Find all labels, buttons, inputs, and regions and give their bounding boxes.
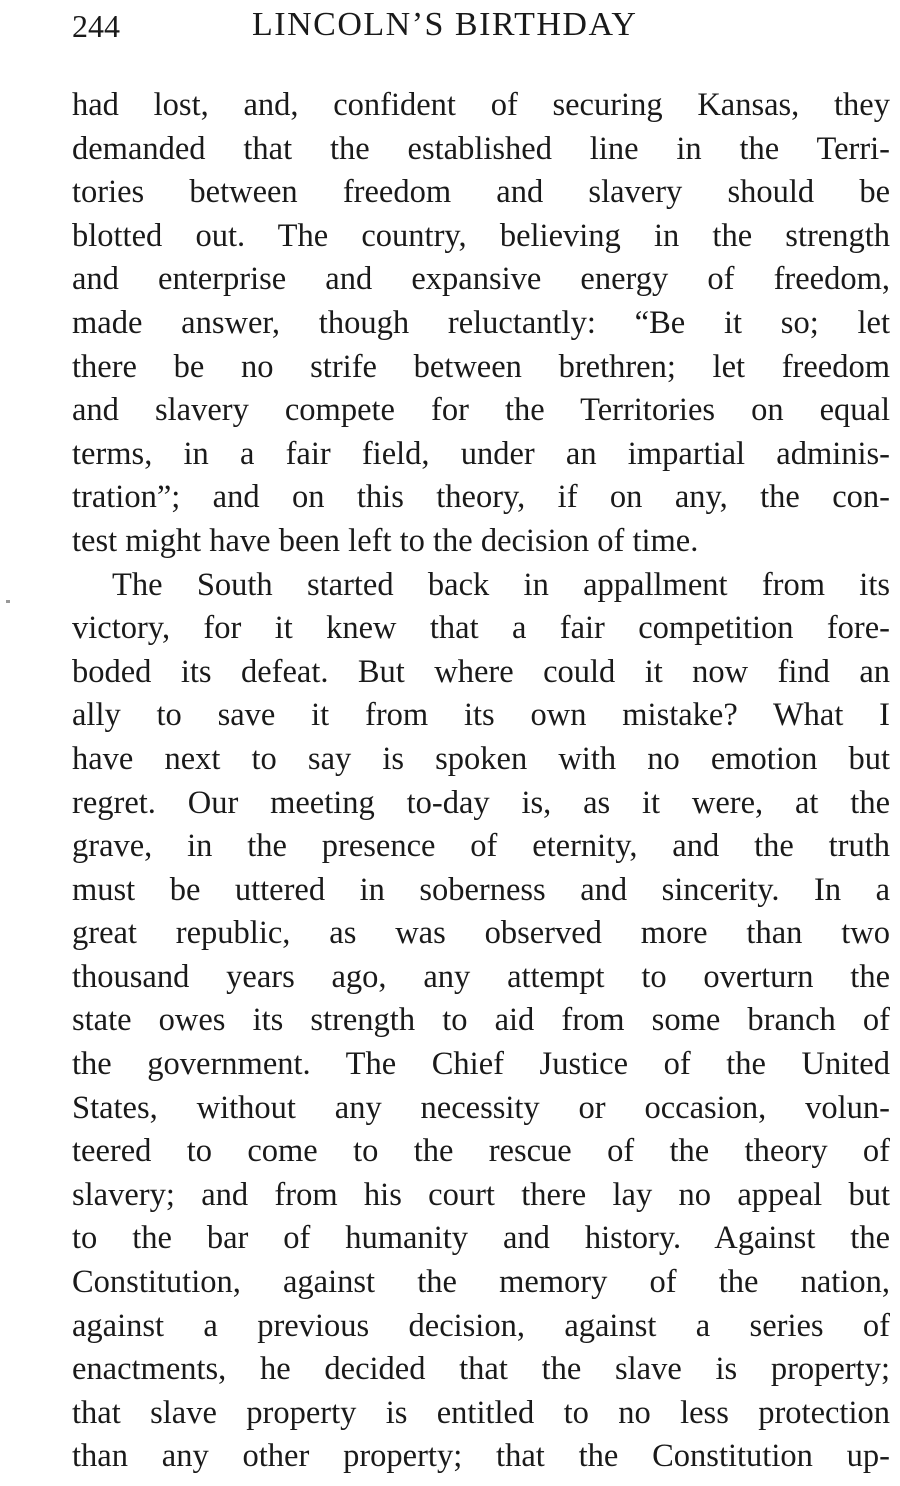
text-line: grave, in the presence of eternity, and the truth — [72, 828, 890, 865]
text-line: blotted out. The country, believing in the strength — [72, 217, 890, 254]
text-line: great republic, as was observed more than two — [72, 915, 890, 952]
text-line: there be no strife between brethren; let freedom — [72, 348, 890, 385]
text-line: and enterprise and expansive energy of freedom, — [72, 261, 890, 298]
text-line: States, without any necessity or occasion, volun- — [72, 1089, 890, 1126]
text-line: test might have been left to the decision of time. — [72, 522, 699, 559]
text-line: ally to save it from its own mistake? What I — [72, 697, 890, 734]
scan-speck — [6, 600, 10, 603]
body-text — [72, 84, 890, 1479]
text-line: than any other property; that the Constitution up- — [72, 1438, 890, 1475]
running-head — [0, 4, 900, 48]
text-line: against a previous decision, against a series of — [72, 1307, 890, 1344]
text-line: had lost, and, confident of securing Kansas, they — [72, 87, 890, 123]
text-line: thousand years ago, any attempt to overturn the — [72, 958, 890, 995]
text-line: regret. Our meeting to-day is, as it were, at the — [72, 784, 890, 821]
text-line: tration”; and on this theory, if on any, the con- — [72, 479, 890, 516]
text-line: and slavery compete for the Territories on equal — [72, 392, 890, 429]
text-line: the government. The Chief Justice of the United — [72, 1046, 890, 1083]
text-line: teered to come to the rescue of the theory of — [72, 1133, 890, 1170]
running-title: LINCOLN’S BIRTHDAY — [252, 6, 638, 43]
text-line: The South started back in appallment from its — [112, 566, 890, 603]
text-line: demanded that the established line in the Terri- — [72, 130, 890, 167]
text-line: that slave property is entitled to no less protection — [72, 1394, 890, 1431]
text-line: terms, in a fair field, under an impartial adminis- — [72, 435, 890, 472]
page-number: 244 — [72, 8, 120, 44]
text-line: must be uttered in soberness and sincerity. In a — [72, 871, 890, 908]
text-line: victory, for it knew that a fair competition fore- — [72, 610, 890, 647]
paragraph — [72, 84, 890, 564]
text-line: to the bar of humanity and history. Against the — [72, 1220, 890, 1257]
text-line: state owes its strength to aid from some branch of — [72, 1002, 890, 1039]
text-line: tories between freedom and slavery should be — [72, 174, 890, 211]
text-line: slavery; and from his court there lay no appeal but — [72, 1176, 890, 1213]
text-line: Constitution, against the memory of the nation, — [72, 1264, 890, 1301]
text-line: made answer, though reluctantly: “Be it so; let — [72, 304, 890, 341]
text-line: enactments, he decided that the slave is property; — [72, 1351, 890, 1388]
paragraph — [72, 564, 890, 1479]
text-line: boded its defeat. But where could it now find an — [72, 653, 890, 690]
text-line: have next to say is spoken with no emotion but — [72, 740, 890, 777]
